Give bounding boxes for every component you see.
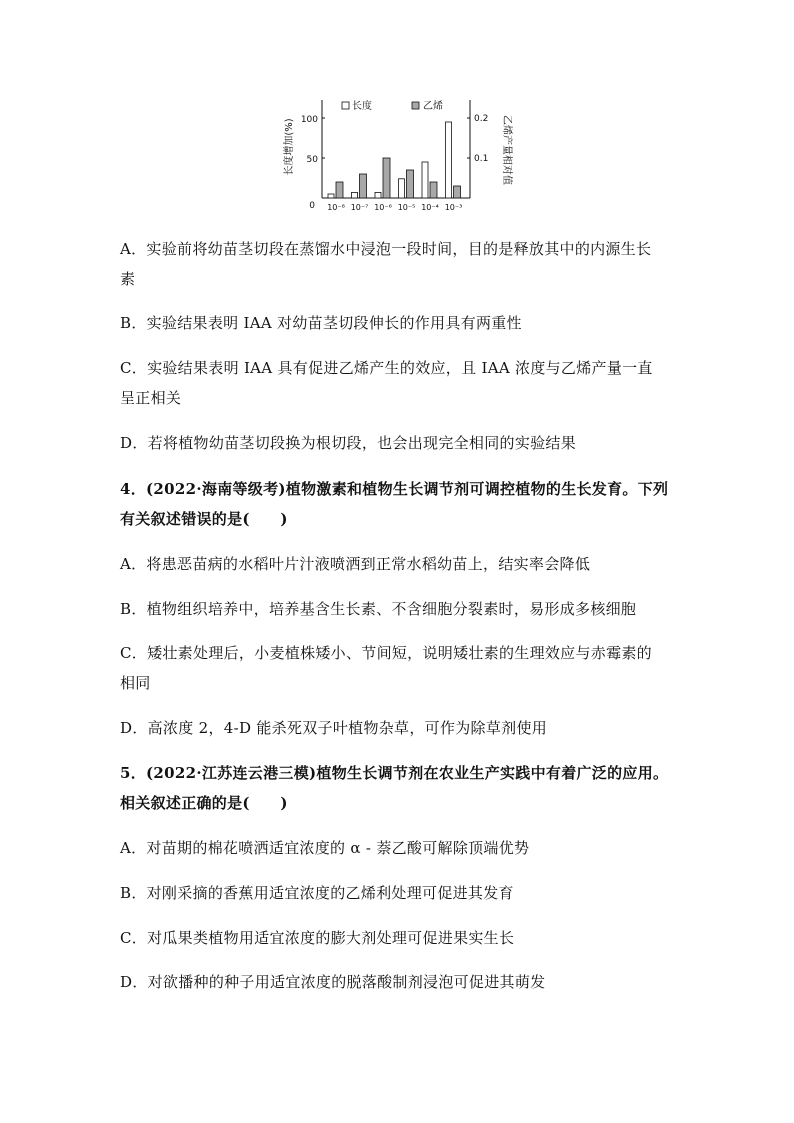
bar-ethylene [454,186,461,198]
legend-swatch-length [342,102,349,109]
bar-ethylene [430,182,437,198]
text-line: D．高浓度 2，4-D 能杀死双子叶植物杂草，可作为除草剂使用 [120,719,548,737]
text-line: B．植物组织培养中，培养基含生长素、不含细胞分裂素时，易形成多核细胞 [120,600,637,618]
text-line: 有关叙述错误的是( ) [120,510,288,528]
x-tick-label: 10⁻⁷ [350,203,369,212]
legend-label-length: 长度 [352,101,372,112]
bar-length [399,179,405,198]
legend-swatch-ethylene [412,102,419,109]
bar-ethylene [407,170,414,198]
y-tick-left-100: 100 [300,115,318,125]
text-line: 素 [120,270,136,288]
bar-length [352,192,358,198]
text-line: 相同 [120,674,151,692]
y-axis-right-label: 乙烯产量相对值 [501,115,512,185]
text-line: 5．(2022·江苏连云港三模)植物生长调节剂在农业生产实践中有着广泛的应用。 [120,764,669,782]
text-line: D．若将植物幼苗茎切段换为根切段，也会出现完全相同的实验结果 [120,434,577,452]
bar-length [375,192,381,198]
y-tick-right-0.2: 0.2 [474,114,489,124]
text-line: 相关叙述正确的是( ) [120,794,288,812]
bar-group [328,122,461,198]
bar-chart [280,92,520,217]
bar-length [446,122,452,198]
bar-length [422,162,428,198]
x-tick-label: 10⁻⁵ [397,203,416,212]
text-line: C．矮壮素处理后，小麦植株矮小、节间短，说明矮壮素的生理效应与赤霉素的 [120,644,652,662]
y-tick-right-0.1: 0.1 [474,154,489,164]
legend-label-ethylene: 乙烯 [423,101,443,112]
text-line: C．实验结果表明 IAA 具有促进乙烯产生的效应，且 IAA 浓度与乙烯产量一直 [120,359,653,377]
x-tick-label: 10⁻⁶ [374,203,392,212]
text-line: B．实验结果表明 IAA 对幼苗茎切段伸长的作用具有两重性 [120,314,522,332]
x-tick-label: 10⁻⁴ [421,203,439,212]
text-line: D．对欲播种的种子用适宜浓度的脱落酸制剂浸泡可促进其萌发 [120,973,546,991]
bar-ethylene [383,158,390,198]
y-axis-left-label: 长度增加(%) [284,118,295,176]
y-tick-left-0: 0 [309,201,315,211]
text-line: 4．(2022·海南等级考)植物激素和植物生长调节剂可调控植物的生长发育。下列 [120,480,669,498]
bar-ethylene [336,182,343,198]
bar-ethylene [360,174,367,198]
text-line: C．对瓜果类植物用适宜浓度的膨大剂处理可促进果实生长 [120,929,515,947]
x-tick-label: 10⁻⁸ [327,203,345,212]
text-line: A．对苗期的棉花喷洒适宜浓度的 α - 萘乙酸可解除顶端优势 [120,839,530,857]
x-tick-group [327,203,462,212]
text-line: B．对刚采摘的香蕉用适宜浓度的乙烯利处理可促进其发育 [120,884,514,902]
text-line: A．实验前将幼苗茎切段在蒸馏水中浸泡一段时间，目的是释放其中的内源生长 [120,240,652,258]
y-tick-left-50: 50 [306,155,318,165]
text-line: 呈正相关 [120,389,182,407]
text-line: A．将患恶苗病的水稻叶片汁液喷洒到正常水稻幼苗上，结实率会降低 [120,555,591,573]
bar-length [328,194,334,198]
x-tick-label: 10⁻³ [444,203,463,212]
